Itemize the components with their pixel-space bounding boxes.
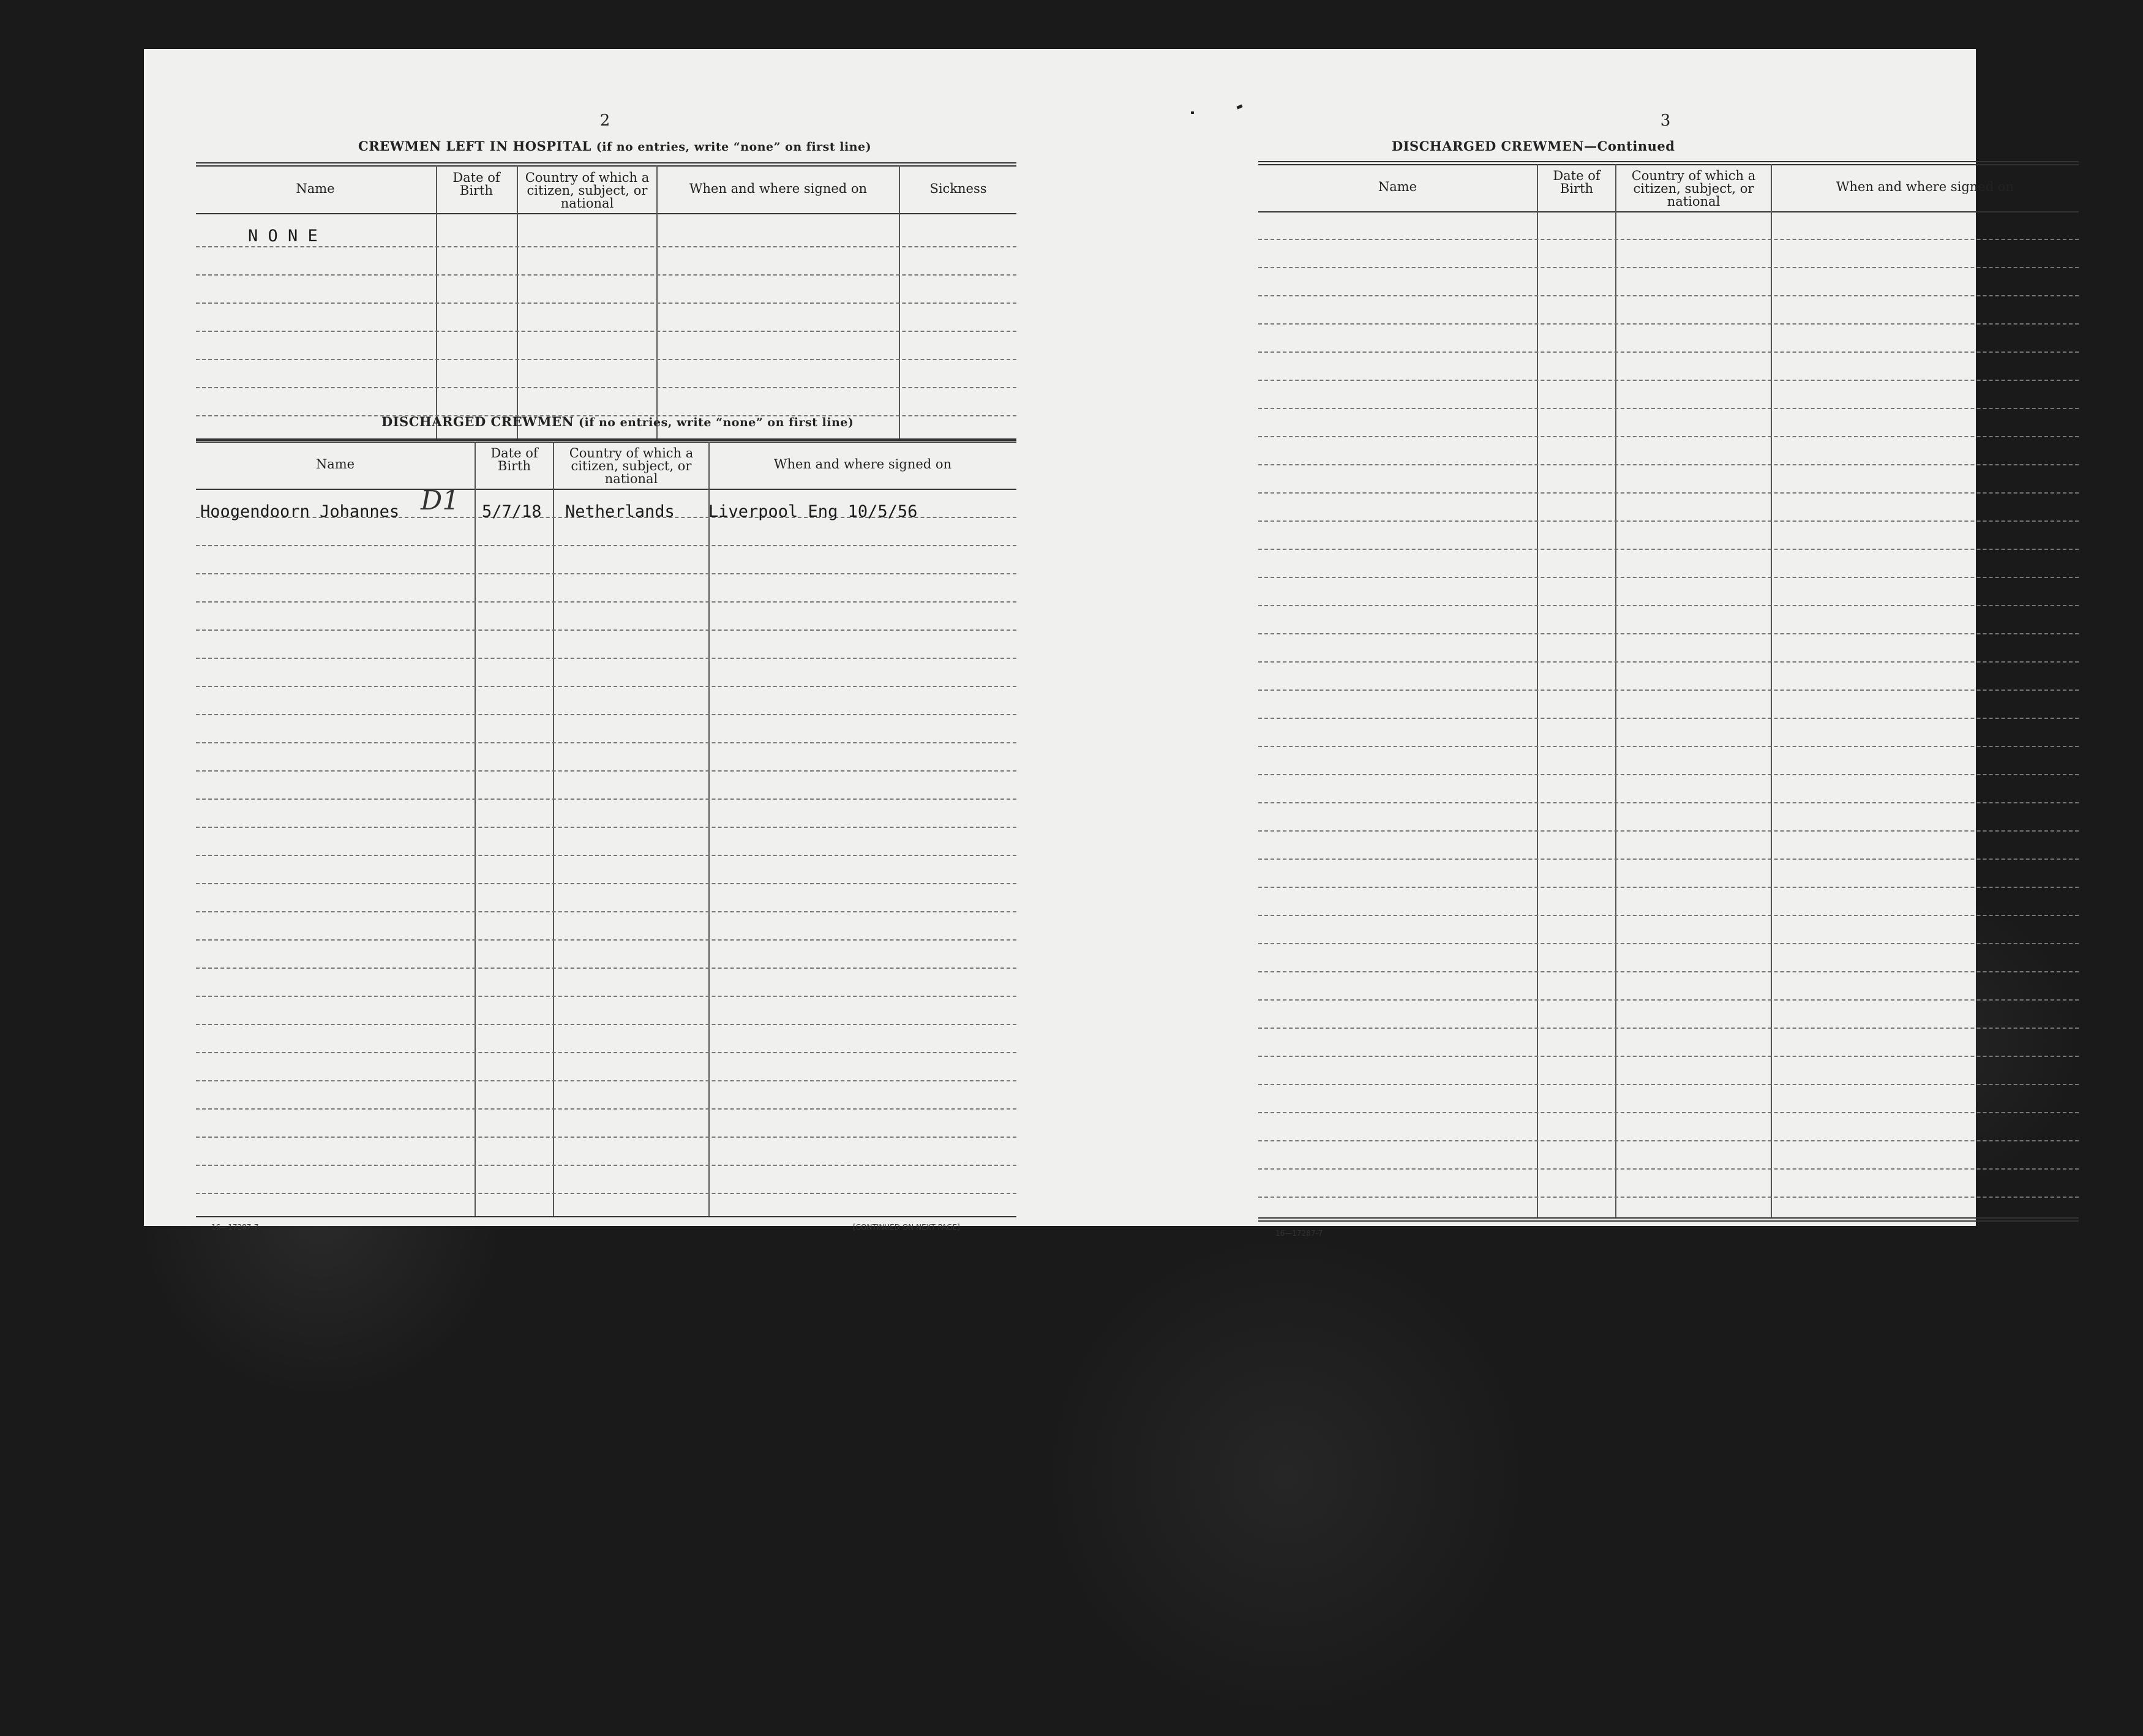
col-header-country: Country of which a citizen, subject, or national <box>525 170 650 211</box>
row-line <box>1258 661 2079 663</box>
row-line <box>1258 1056 2079 1057</box>
row-line <box>196 1137 1016 1138</box>
discharged-title-note: (if no entries, write “none” on first line) <box>578 416 854 429</box>
row-line <box>1258 436 2079 437</box>
discharged-title: DISCHARGED CREWMEN <box>381 414 574 429</box>
row-line <box>196 601 1016 603</box>
row-line <box>196 629 1016 631</box>
row-line <box>1258 830 2079 832</box>
row-line <box>1258 295 2079 296</box>
col-header-country: Country of which a citizen, subject, or national <box>1631 168 1756 209</box>
row-line <box>196 274 1016 276</box>
row-line <box>196 714 1016 715</box>
table-top-rule <box>196 162 1016 163</box>
row-line <box>196 855 1016 856</box>
hospital-title-note: (if no entries, write “none” on first line) <box>596 140 872 154</box>
row-line <box>1258 323 2079 325</box>
row-line <box>1258 746 2079 747</box>
column-divider <box>553 442 554 1216</box>
table-header-rule <box>1258 211 2079 212</box>
row-line <box>1258 492 2079 494</box>
row-line <box>1258 1168 2079 1170</box>
continued-note: [CONTINUED ON NEXT PAGE] <box>853 1223 960 1231</box>
form-number: 16—17287-7 <box>1275 1229 1323 1238</box>
row-line <box>1258 1084 2079 1085</box>
document-sheet <box>144 49 2014 1238</box>
row-line <box>1258 1028 2079 1029</box>
row-line <box>1258 605 2079 606</box>
row-line <box>196 939 1016 941</box>
col-header-sickness: Sickness <box>929 181 987 196</box>
row-line <box>1258 351 2079 353</box>
hospital-title: CREWMEN LEFT IN HOSPITAL <box>358 138 591 154</box>
hospital-entry-none: N O N E <box>248 227 318 246</box>
row-line <box>1258 577 2079 578</box>
right-page <box>1062 49 2014 1238</box>
row-line <box>1258 718 2079 719</box>
row-line <box>1258 915 2079 916</box>
col-header-dob <box>436 171 517 197</box>
table-bottom-rule <box>1258 1217 2079 1219</box>
row-line <box>196 387 1016 388</box>
crew-name: Hoogendoorn Johannes <box>200 502 400 521</box>
ink-speck <box>1191 111 1194 114</box>
row-line <box>1258 520 2079 522</box>
column-divider <box>475 442 476 1216</box>
discharged-section-title <box>381 414 854 429</box>
table-header-rule <box>196 489 1016 490</box>
row-line <box>1258 380 2079 381</box>
row-line <box>1258 464 2079 465</box>
row-line <box>196 996 1016 997</box>
row-line <box>196 331 1016 332</box>
row-line <box>1258 408 2079 409</box>
table-bottom-rule <box>196 1216 1016 1217</box>
column-divider <box>1537 164 1538 1217</box>
row-line <box>196 1193 1016 1194</box>
row-line <box>196 770 1016 772</box>
row-line <box>196 686 1016 687</box>
column-divider <box>1615 164 1616 1217</box>
row-line <box>196 1080 1016 1081</box>
right-section-title: DISCHARGED CREWMEN—Continued <box>1392 138 1675 154</box>
row-line <box>1258 999 2079 1001</box>
row-line <box>1258 971 2079 972</box>
table-top-rule <box>196 165 1016 167</box>
row-line <box>196 883 1016 884</box>
table-top-rule <box>1258 161 2079 162</box>
left-page <box>144 49 1062 1231</box>
row-line <box>196 246 1016 247</box>
row-line <box>1258 690 2079 691</box>
crew-dob: 5/7/18 <box>482 502 542 521</box>
row-line <box>1258 549 2079 550</box>
row-line <box>196 968 1016 969</box>
row-line <box>196 911 1016 912</box>
row-line <box>1258 859 2079 860</box>
ink-speck <box>1236 104 1242 109</box>
row-line <box>1258 943 2079 944</box>
row-line <box>196 827 1016 828</box>
col-header-dob: Date of Birth <box>1553 168 1601 196</box>
row-line <box>196 1024 1016 1025</box>
row-line <box>1258 774 2079 775</box>
col-header-signed-on: When and where signed on <box>689 181 868 196</box>
handwritten-mark: D1 <box>421 485 460 516</box>
col-header-dob-text: Date of Birth <box>452 170 500 198</box>
table-bottom-rule <box>196 440 1016 441</box>
row-line <box>196 545 1016 546</box>
col-header-signed-on: When and where signed on <box>1836 179 2014 194</box>
row-line <box>1258 239 2079 240</box>
table-top-rule <box>1258 164 2079 165</box>
row-line <box>196 573 1016 574</box>
table-top-rule <box>196 438 1016 440</box>
row-line <box>196 1052 1016 1053</box>
col-header-name: Name <box>315 457 355 472</box>
col-header-country: Country of which a citizen, subject, or national <box>569 446 694 486</box>
row-line <box>196 359 1016 360</box>
column-divider <box>1771 164 1772 1217</box>
row-line <box>1258 802 2079 803</box>
col-header-dob: Date of Birth <box>490 446 538 473</box>
col-header-name: Name <box>296 181 335 196</box>
row-line <box>1258 1112 2079 1113</box>
table-bottom-rule <box>1258 1220 2079 1222</box>
row-line <box>196 1165 1016 1166</box>
row-line <box>196 1108 1016 1110</box>
column-divider <box>708 442 710 1216</box>
table-top-rule <box>196 442 1016 443</box>
row-line <box>1258 887 2079 888</box>
row-line <box>1258 1140 2079 1141</box>
hospital-section-title <box>358 138 871 154</box>
row-line <box>196 742 1016 743</box>
row-line <box>1258 633 2079 634</box>
table-header-rule <box>196 213 1016 214</box>
form-number: 16—17287-7 <box>211 1223 259 1231</box>
row-line <box>1258 267 2079 268</box>
row-line <box>196 658 1016 659</box>
row-line <box>1258 1197 2079 1198</box>
col-header-name: Name <box>1378 179 1417 194</box>
page-number: 2 <box>599 111 610 130</box>
row-line <box>196 798 1016 800</box>
row-line <box>196 302 1016 304</box>
crew-signed-on: Liverpool Eng 10/5/56 <box>708 502 918 521</box>
col-header-signed-on: When and where signed on <box>773 457 952 472</box>
page-number: 3 <box>1660 111 1671 130</box>
crew-country: Netherlands <box>565 502 675 521</box>
